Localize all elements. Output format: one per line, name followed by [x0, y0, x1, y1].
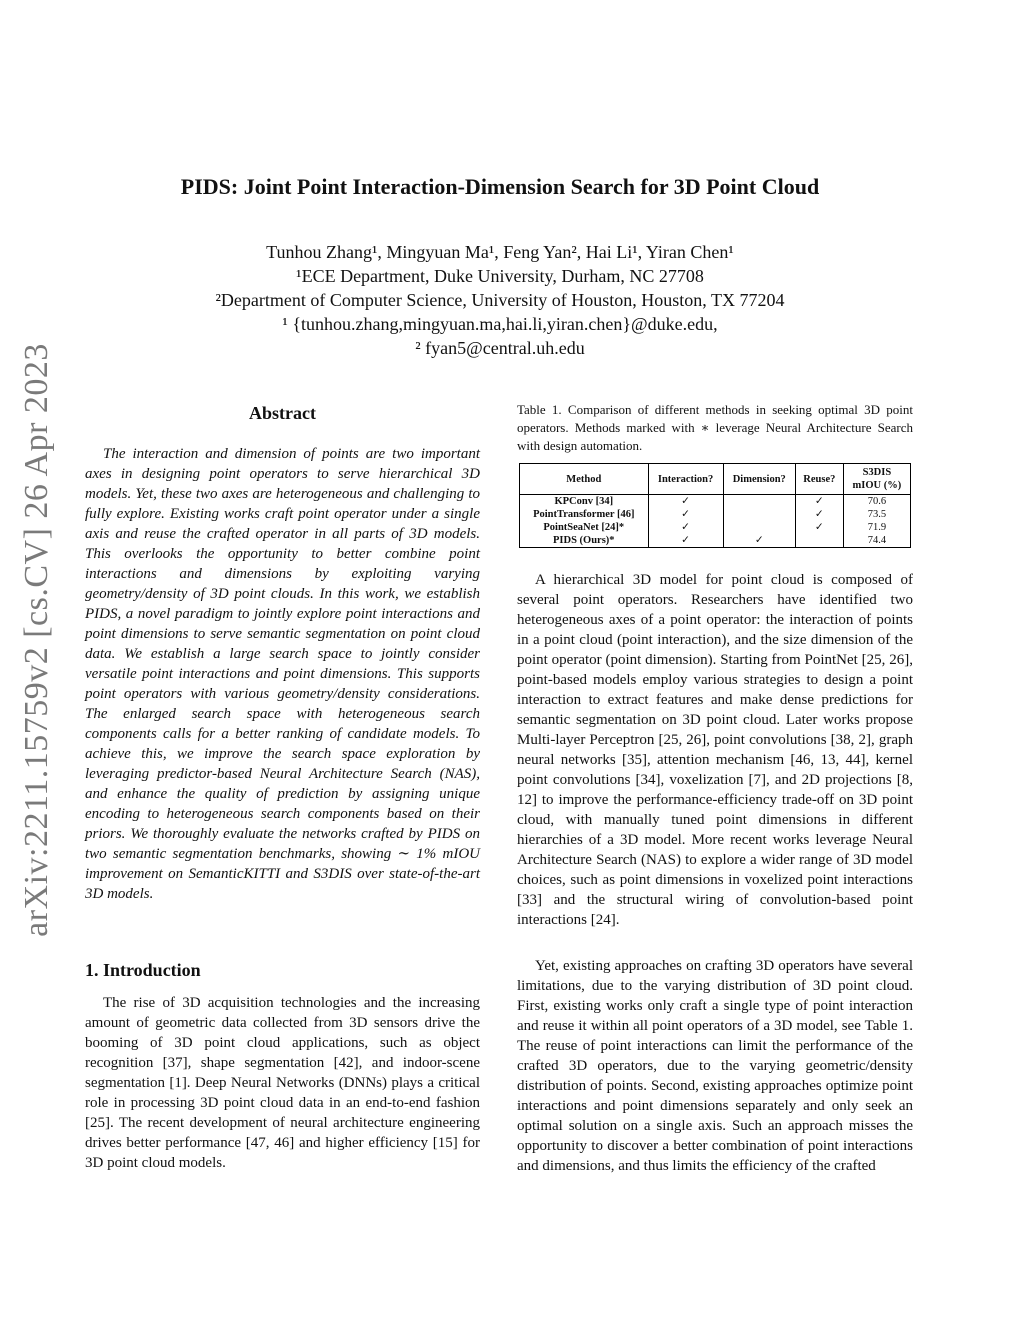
cell-miou: 70.6: [843, 495, 910, 509]
cell-dimension: ✓: [723, 534, 795, 548]
cell-method: PointSeaNet [24]*: [520, 521, 649, 534]
email-1: ¹ {tunhou.zhang,mingyuan.ma,hai.li,yiran.chen}@duke.edu,: [282, 314, 718, 334]
abstract-text: The interaction and dimension of points are two important axes in designing point operators to serve hierarchical 3D models. Yet, these two axes are heterogeneous and challenging to fully explore. Existing works craft point operator under a single axis and reuse the crafted operator in all parts of 3D models. This overlooks the opportunity to better combine point interactions and dimensions by exploiting varying geometry/density of 3D point clouds. In this work, we establish PIDS, a novel paradigm to jointly explore point interactions and point dimensions to serve semantic segmentation on point cloud data. We establish a large search space to jointly consider versatile point interactions and point dimensions. This supports point operators with various geometry/density considerations. The enlarged search space with heterogeneous search components calls for a better ranking of candidate models. To achieve this, we improve the search space exploration by leveraging predictor-based Neural Architecture Search (NAS), and enhance the quality of prediction by assigning unique encoding to heterogeneous search components based on their priors. We thoroughly evaluate the networks crafted by PIDS on two semantic segmentation benchmarks, showing ∼ 1% mIOU improvement on SemanticKITTI and S3DIS over state-of-the-art 3D models.: [85, 446, 480, 902]
author-names: Tunhou Zhang¹, Mingyuan Ma¹, Feng Yan², Hai Li¹, Yiran Chen¹: [266, 242, 734, 262]
arxiv-id-text: arXiv:2211.15759v2 [cs.CV] 26 Apr 2023: [18, 343, 56, 937]
abstract-heading: Abstract: [249, 403, 316, 423]
cell-miou: 71.9: [843, 521, 910, 534]
cell-method: PIDS (Ours)*: [520, 534, 649, 548]
cell-interaction: ✓: [648, 508, 723, 521]
cell-interaction: ✓: [648, 521, 723, 534]
col-header-miou: S3DIS mIOU (%): [843, 464, 910, 495]
cell-reuse: ✓: [795, 495, 843, 509]
table-row: [520, 534, 911, 548]
cell-miou: 74.4: [843, 534, 910, 548]
cell-reuse: ✓: [795, 521, 843, 534]
col-header-method: Method: [520, 464, 649, 495]
cell-dimension: [723, 495, 795, 509]
introduction-paragraph-2: A hierarchical 3D model for point cloud is composed of several point operators. Researchers have identified two heterogeneous axes of a point operator: the interaction of points in a point cloud (point interaction), and the size dimension of the point operator (point dimension). Starting from PointNet [25, 26], point-based models employ various strategies to design a point interaction to extract features and make dense predictions for semantic segmentation on 3D point cloud. Later works propose Multi-layer Perceptron [25, 26], point convolutions [38, 2], graph neural networks [35], attention mechanism [46, 13, 44], kernel point convolutions [34], voxelization [7], and 2D projections [8, 12] to improve the performance-efficiency trade-off on 3D point cloud, with manually tuned point dimensions in different hierarchies of a 3D model. More recent works leverage Neural Architecture Search (NAS) to explore a wider range of 3D model choices, such as point dimensions in voxelized point interactions [33] and the structural wiring of convolution-based point interactions [24].: [517, 572, 913, 928]
col-header-dimension: Dimension?: [723, 464, 795, 495]
cell-dimension: [723, 508, 795, 521]
table-row: [520, 508, 911, 521]
introduction-paragraph-3: Yet, existing approaches on crafting 3D operators have several limitations, due to the varying distribution of 3D point cloud. First, existing works only craft a single type of point interaction and reuse it within all point operators of a 3D model, see Table 1. The reuse of point interactions can limit the performance of the crafted 3D operators, due to the varying geometric/density distribution of points. Second, existing approaches optimize point interactions and point dimensions separately and only seek an optimal solution on a single axis. Such an approach misses the opportunity to discover a better combination of point interactions and dimensions, and thus limits the efficiency of the crafted: [517, 958, 913, 1174]
cell-interaction: ✓: [648, 495, 723, 509]
introduction-paragraph-1: The rise of 3D acquisition technologies and the increasing amount of geometric data collected from 3D sensors drive the booming of 3D point cloud applications, such as object recognition [37], shape segmentation [42], and indoor-scene segmentation [1]. Deep Neural Networks (DNNs) plays a critical role in processing 3D point cloud data in an end-to-end fashion [25]. The recent development of neural architecture engineering drives better performance [47, 46] and higher efficiency [15] for 3D point cloud models.: [85, 995, 480, 1171]
table-row: [520, 521, 911, 534]
email-2: ² fyan5@central.uh.edu: [415, 338, 585, 358]
affiliation-1: ¹ECE Department, Duke University, Durham, NC 27708: [296, 266, 704, 286]
cell-miou: 73.5: [843, 508, 910, 521]
cell-dimension: [723, 521, 795, 534]
cell-method: PointTransformer [46]: [520, 508, 649, 521]
arxiv-identifier: [12, 343, 62, 937]
cell-method: KPConv [34]: [520, 495, 649, 509]
paper-title: PIDS: Joint Point Interaction-Dimension Search for 3D Point Cloud: [180, 174, 820, 199]
cell-reuse: [795, 534, 843, 548]
table-row: [520, 495, 911, 509]
affiliation-2: ²Department of Computer Science, University of Houston, Houston, TX 77204: [215, 290, 785, 310]
cell-reuse: ✓: [795, 508, 843, 521]
author-block: [80, 240, 920, 360]
col-header-interaction: Interaction?: [648, 464, 723, 495]
col-header-reuse: Reuse?: [795, 464, 843, 495]
table-1: [519, 463, 911, 548]
cell-interaction: ✓: [648, 534, 723, 548]
table-1-caption: Table 1. Comparison of different methods in seeking optimal 3D point operators. Methods marked with ∗ leverage Neural Architecture Search with design automation.: [517, 402, 913, 453]
introduction-heading: 1. Introduction: [85, 960, 201, 980]
